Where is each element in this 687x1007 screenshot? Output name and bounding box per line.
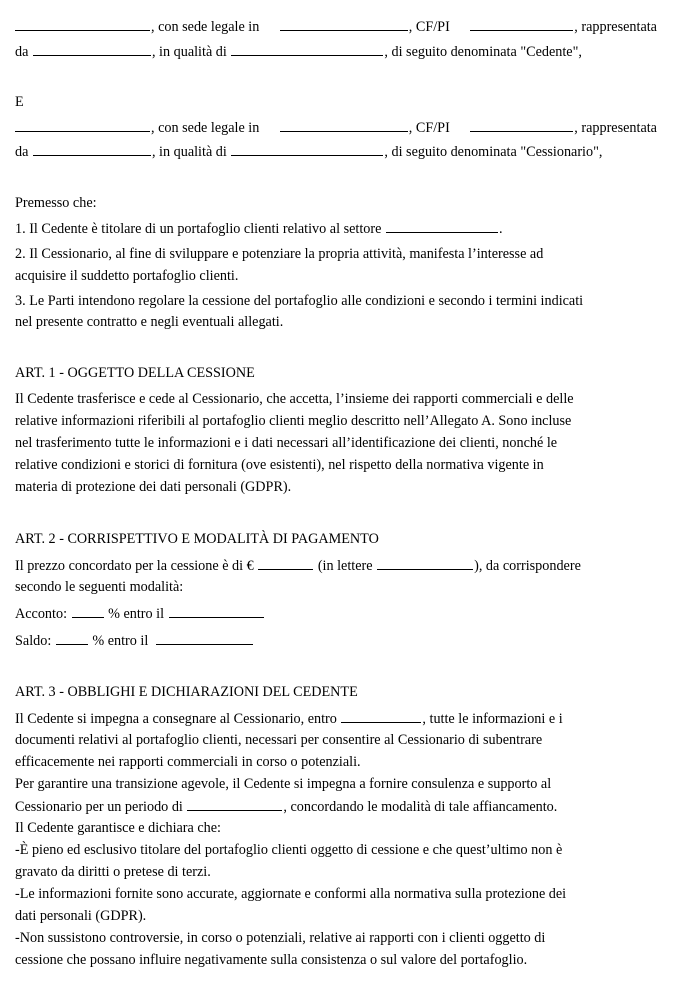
text: , in qualità di xyxy=(151,144,227,160)
art1-title: ART. 1 - OGGETTO DELLA CESSIONE xyxy=(15,365,255,381)
separator-e: E xyxy=(15,94,24,110)
cedente-line-2 xyxy=(15,42,657,61)
cessionario-name-field[interactable] xyxy=(15,118,150,132)
premesso-point-1 xyxy=(15,219,657,238)
cessionario-line-2 xyxy=(15,142,657,161)
art2-line-2: secondo le seguenti modalità: xyxy=(15,579,184,595)
art3-line-1 xyxy=(15,709,657,728)
art1-line-1: Il Cedente trasferisce e cede al Cessionario, che accetta, l’insieme dei rapporti commerciali e delle xyxy=(15,391,574,407)
periodo-field[interactable] xyxy=(187,797,282,811)
art3-line-12: cessione che possano influire negativamente sulla consistenza o sul valore del portafoglio. xyxy=(15,952,528,968)
cessionario-rappresentante-field[interactable] xyxy=(33,142,151,156)
art1-line-3: nel trasferimento tutte le informazioni e i dati necessari all’identificazione dei clienti, nonché le xyxy=(15,435,558,451)
cedente-sede-field[interactable] xyxy=(280,17,408,31)
art3-line-10: dati personali (GDPR). xyxy=(15,908,147,924)
text: , rappresentata xyxy=(574,120,657,136)
art3-line-6: Il Cedente garantisce e dichiara che: xyxy=(15,820,222,836)
cedente-qualita-field[interactable] xyxy=(231,42,383,56)
art1-line-4: relative condizioni e storici di fornitura (ove esistenti), nel rispetto della normativa vigente in xyxy=(15,457,544,473)
text: , CF/PI xyxy=(408,19,450,35)
text: % entro il xyxy=(92,633,149,649)
prezzo-lettere-field[interactable] xyxy=(377,556,473,570)
text: Acconto: xyxy=(15,606,68,622)
saldo-percent-field[interactable] xyxy=(56,631,88,645)
cedente-cfpi-field[interactable] xyxy=(470,17,573,31)
text: % entro il xyxy=(108,606,165,622)
text: , rappresentata xyxy=(574,19,657,35)
cessionario-cfpi-field[interactable] xyxy=(470,118,573,132)
art1-line-5: materia di protezione dei dati personali (GDPR). xyxy=(15,479,292,495)
cedente-rappresentante-field[interactable] xyxy=(33,42,151,56)
art3-line-2: documenti relativi al portafoglio clienti, necessari per consentire al Cessionario di subentrare xyxy=(15,732,543,748)
text: , in qualità di xyxy=(151,44,227,60)
cessionario-qualita-field[interactable] xyxy=(231,142,383,156)
premesso-point-2-line-1: 2. Il Cessionario, al fine di sviluppare e potenziare la propria attività, manifesta l’interesse ad xyxy=(15,246,544,262)
text: da xyxy=(15,144,29,160)
cedente-name-field[interactable] xyxy=(15,17,150,31)
art3-line-4: Per garantire una transizione agevole, il Cedente si impegna a fornire consulenza e supporto al xyxy=(15,776,552,792)
text: da xyxy=(15,44,29,60)
text: , tutte le informazioni e i xyxy=(422,711,563,727)
text: Cessionario per un periodo di xyxy=(15,799,183,815)
art3-line-8: gravato da diritti o pretese di terzi. xyxy=(15,864,211,880)
art3-line-7: -È pieno ed esclusivo titolare del portafoglio clienti oggetto di cessione e che quest’ultimo non è xyxy=(15,842,563,858)
text: , concordando le modalità di tale affiancamento. xyxy=(283,799,558,815)
premesso-point-2-line-2: acquisire il suddetto portafoglio clienti. xyxy=(15,268,239,284)
text: , CF/PI xyxy=(408,120,450,136)
text: Il prezzo concordato per la cessione è di € xyxy=(15,558,254,574)
settore-field[interactable] xyxy=(386,219,498,233)
text: (in lettere xyxy=(317,558,373,574)
cessionario-sede-field[interactable] xyxy=(280,118,408,132)
premesso-point-3-line-2: nel presente contratto e negli eventuali allegati. xyxy=(15,314,284,330)
art1-line-2: relative informazioni riferibili al portafoglio clienti meglio descritto nell’Allegato A. Sono incluse xyxy=(15,413,572,429)
text: , di seguito denominata "Cessionario", xyxy=(384,144,603,160)
text: Saldo: xyxy=(15,633,52,649)
saldo-line xyxy=(15,631,657,650)
saldo-date-field[interactable] xyxy=(156,631,253,645)
art3-line-5 xyxy=(15,797,657,816)
art3-title: ART. 3 - OBBLIGHI E DICHIARAZIONI DEL CEDENTE xyxy=(15,684,358,700)
text: Il Cedente si impegna a consegnare al Cessionario, entro xyxy=(15,711,337,727)
cessionario-line-1 xyxy=(15,118,657,137)
text: . xyxy=(498,221,503,237)
art3-line-9: -Le informazioni fornite sono accurate, aggiornate e conformi alla normativa sulla protezione dei xyxy=(15,886,567,902)
consegna-date-field[interactable] xyxy=(341,709,421,723)
acconto-percent-field[interactable] xyxy=(72,604,104,618)
prezzo-field[interactable] xyxy=(258,556,313,570)
art2-line-1 xyxy=(15,556,657,575)
premesso-title: Premesso che: xyxy=(15,195,97,211)
premesso-point-3-line-1: 3. Le Parti intendono regolare la cessione del portafoglio alle condizioni e secondo i termini indicati xyxy=(15,293,584,309)
cedente-line-1 xyxy=(15,17,657,36)
art3-line-3: efficacemente nei rapporti commerciali in corso o potenziali. xyxy=(15,754,361,770)
text: , con sede legale in xyxy=(151,120,260,136)
art3-line-11: -Non sussistono controversie, in corso o potenziali, relative ai rapporti con i clienti oggetto di xyxy=(15,930,546,946)
text: , di seguito denominata "Cedente", xyxy=(384,44,582,60)
acconto-date-field[interactable] xyxy=(169,604,264,618)
text: ), da corrispondere xyxy=(474,558,581,574)
acconto-line xyxy=(15,604,657,623)
art2-title: ART. 2 - CORRISPETTIVO E MODALITÀ DI PAGAMENTO xyxy=(15,531,379,547)
text: 1. Il Cedente è titolare di un portafoglio clienti relativo al settore xyxy=(15,221,382,237)
text: , con sede legale in xyxy=(151,19,260,35)
